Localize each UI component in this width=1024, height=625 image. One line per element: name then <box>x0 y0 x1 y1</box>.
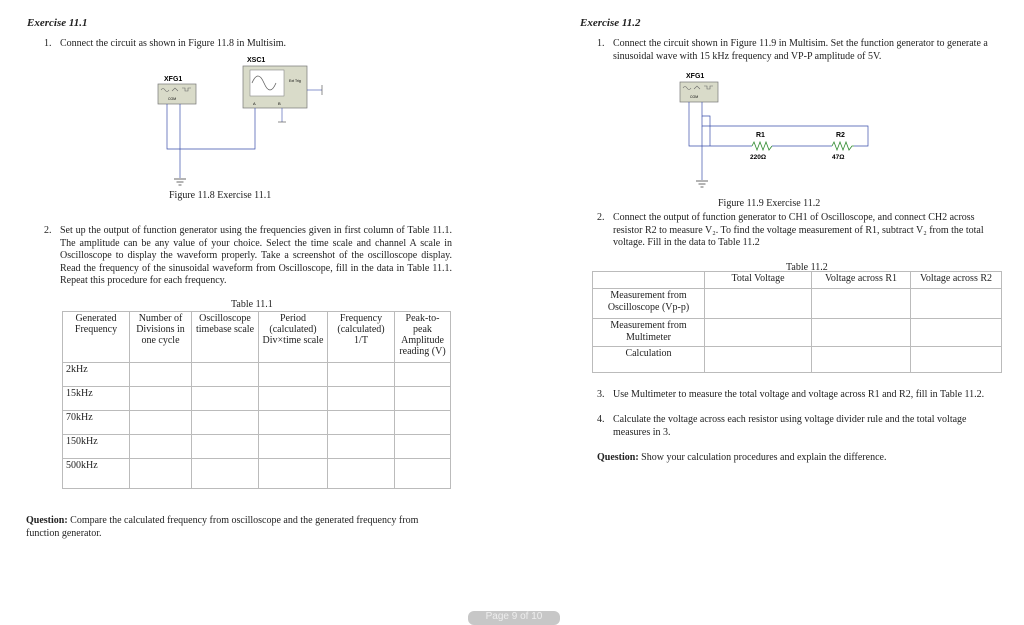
t2-header-voltage-r2: Voltage across R2 <box>911 272 1002 289</box>
oscilloscope-screen <box>250 70 284 96</box>
figure-11-8-circuit <box>150 52 340 192</box>
ex2-step-4-number: 4. <box>597 414 605 425</box>
table-11-1-caption: Table 11.1 <box>231 299 273 310</box>
exercise-11-2-title: Exercise 11.2 <box>580 17 641 29</box>
t2-cell[interactable] <box>705 289 812 319</box>
t1-cell[interactable] <box>395 387 451 411</box>
ex2-step-2 <box>597 212 997 250</box>
generator-com-label-2: COM <box>690 95 699 99</box>
table-row <box>593 319 1002 347</box>
t2-cell[interactable] <box>705 347 812 373</box>
t2-cell[interactable] <box>812 347 911 373</box>
xfg1-label-2: XFG1 <box>686 73 705 80</box>
ex2-step-3-text: Use Multimeter to measure the total voltage and voltage across R1 and R2, fill in Table 11.2. <box>613 389 985 400</box>
figure-11-9-caption: Figure 11.9 Exercise 11.2 <box>718 198 821 209</box>
t1-cell[interactable] <box>259 387 328 411</box>
exercise-11-1-title: Exercise 11.1 <box>27 17 88 29</box>
ground-symbol-icon <box>696 181 708 187</box>
t2-header-blank <box>593 272 705 289</box>
t1-header-timebase: Oscilloscope timebase scale <box>192 312 259 363</box>
channel-a-label: A <box>253 101 256 106</box>
ex2-step-1 <box>597 38 997 63</box>
table-row <box>63 411 451 435</box>
t1-header-divisions: Number of Divisions in one cycle <box>130 312 192 363</box>
t1-cell[interactable] <box>259 363 328 387</box>
t1-cell[interactable] <box>130 435 192 459</box>
t1-cell[interactable] <box>259 411 328 435</box>
t1-cell[interactable] <box>259 435 328 459</box>
t1-cell[interactable] <box>328 435 395 459</box>
t2-cell[interactable] <box>911 347 1002 373</box>
ex1-question-text: Compare the calculated frequency from oscilloscope and the generated frequency from function generator. <box>26 515 419 539</box>
t1-cell[interactable] <box>395 435 451 459</box>
table-11-2-caption: Table 11.2 <box>786 262 828 273</box>
ex2-step-2-text: Connect the output of function generator to CH1 of Oscilloscope, and connect CH2 across resistor R2 to measure V₂. To find the voltage measurement of R1, subtract V₂ from the total voltage. Fill in the data to Table 11.2 <box>613 212 984 248</box>
channel-b-label: B <box>278 101 281 106</box>
r2-value: 47Ω <box>832 154 845 161</box>
ex1-step-1-text: Connect the circuit as shown in Figure 11.8 in Multisim. <box>60 38 286 49</box>
t1-header-period: Period (calculated) Div×time scale <box>259 312 328 363</box>
signal-wire <box>689 102 752 146</box>
t1-cell[interactable] <box>192 459 259 489</box>
r1-resistor-icon <box>752 142 772 150</box>
t1-header-amplitude: Peak-to-peak Amplitude reading (V) <box>395 312 451 363</box>
t1-cell[interactable] <box>192 411 259 435</box>
t2-cell[interactable] <box>812 289 911 319</box>
ex1-step-1 <box>44 38 444 51</box>
t1-header-frequency: Frequency (calculated) 1/T <box>328 312 395 363</box>
ex2-question <box>597 452 997 465</box>
generator-com-label: COM <box>168 97 177 101</box>
t2-cell[interactable] <box>812 319 911 347</box>
t1-cell[interactable] <box>130 363 192 387</box>
ex2-step-3-number: 3. <box>597 389 605 400</box>
ext-trig-label: Ext Trig <box>289 79 301 83</box>
t1-cell[interactable] <box>192 387 259 411</box>
t1-cell[interactable] <box>328 363 395 387</box>
r2-resistor-icon <box>832 142 854 150</box>
ex2-step-4 <box>597 414 999 439</box>
xsc1-label: XSC1 <box>247 57 266 64</box>
r1-label: R1 <box>756 132 765 139</box>
t1-cell[interactable] <box>395 411 451 435</box>
t1-header-generated-frequency: Generated Frequency <box>63 312 130 363</box>
r2-label: R2 <box>836 132 845 139</box>
ex1-question <box>26 515 446 540</box>
t1-cell[interactable] <box>130 387 192 411</box>
t1-row-label: 500kHz <box>63 459 130 489</box>
xfg1-label: XFG1 <box>164 76 183 83</box>
t1-cell[interactable] <box>192 435 259 459</box>
table-row <box>63 387 451 411</box>
t2-cell[interactable] <box>911 319 1002 347</box>
t2-row-label: Measurement from Multimeter <box>593 319 705 347</box>
return-wire <box>702 116 868 146</box>
ex1-question-label: Question: <box>26 515 68 526</box>
table-row <box>63 459 451 489</box>
page-indicator: Page 9 of 10 <box>468 611 560 625</box>
t1-row-label: 2kHz <box>63 363 130 387</box>
table-11-1 <box>62 311 451 489</box>
t2-header-voltage-r1: Voltage across R1 <box>812 272 911 289</box>
t1-cell[interactable] <box>328 411 395 435</box>
ex1-step-1-number: 1. <box>44 38 52 49</box>
table-row <box>593 347 1002 373</box>
table-row <box>593 289 1002 319</box>
t1-row-label: 150kHz <box>63 435 130 459</box>
t1-cell[interactable] <box>328 459 395 489</box>
ex2-question-label: Question: <box>597 452 639 463</box>
figure-11-9-circuit <box>672 68 882 193</box>
ex2-step-4-text: Calculate the voltage across each resistor using voltage divider rule and the total voltage measures in 3. <box>613 414 967 438</box>
table-row <box>63 435 451 459</box>
ex2-question-text: Show your calculation procedures and explain the difference. <box>641 452 887 463</box>
ex2-step-1-number: 1. <box>597 38 605 49</box>
t2-row-label: Measurement from Oscilloscope (Vp-p) <box>593 289 705 319</box>
ex2-step-3 <box>597 389 997 402</box>
t2-cell[interactable] <box>911 289 1002 319</box>
table-row <box>63 363 451 387</box>
ex1-step-2 <box>44 225 452 288</box>
t1-row-label: 15kHz <box>63 387 130 411</box>
ground-symbol-icon <box>174 179 186 185</box>
t1-cell[interactable] <box>130 411 192 435</box>
ex1-step-2-number: 2. <box>44 225 52 236</box>
t1-cell[interactable] <box>328 387 395 411</box>
function-generator-icon <box>680 82 718 102</box>
t1-cell[interactable] <box>259 459 328 489</box>
function-generator-icon <box>158 84 196 104</box>
t2-header-total-voltage: Total Voltage <box>705 272 812 289</box>
table-11-2 <box>592 271 1002 373</box>
t1-cell[interactable] <box>130 459 192 489</box>
t2-row-label: Calculation <box>593 347 705 373</box>
ex2-step-2-number: 2. <box>597 212 605 223</box>
r1-value: 220Ω <box>750 154 767 161</box>
ex1-step-2-text: Set up the output of function generator using the frequencies given in first column of Table 11.1. The amplitude can be any value of your choice. Select the time scale and channel A scale in Oscilloscope to display the waveform properly. Take a screenshot of the oscilloscope display. Read the frequency of the sinusoidal waveform from Oscilloscope, fill in the data in Table 11.1. Repeat this procedure for each frequency. <box>60 225 452 286</box>
t1-cell[interactable] <box>192 363 259 387</box>
t1-cell[interactable] <box>395 459 451 489</box>
t1-row-label: 70kHz <box>63 411 130 435</box>
ex2-step-1-text: Connect the circuit shown in Figure 11.9 in Multisim. Set the function generator to generate a sinusoidal wave with 15 kHz frequency and VP-P amplitude of 5V. <box>613 38 988 62</box>
figure-11-8-caption: Figure 11.8 Exercise 11.1 <box>169 190 272 201</box>
t1-cell[interactable] <box>395 363 451 387</box>
t2-cell[interactable] <box>705 319 812 347</box>
